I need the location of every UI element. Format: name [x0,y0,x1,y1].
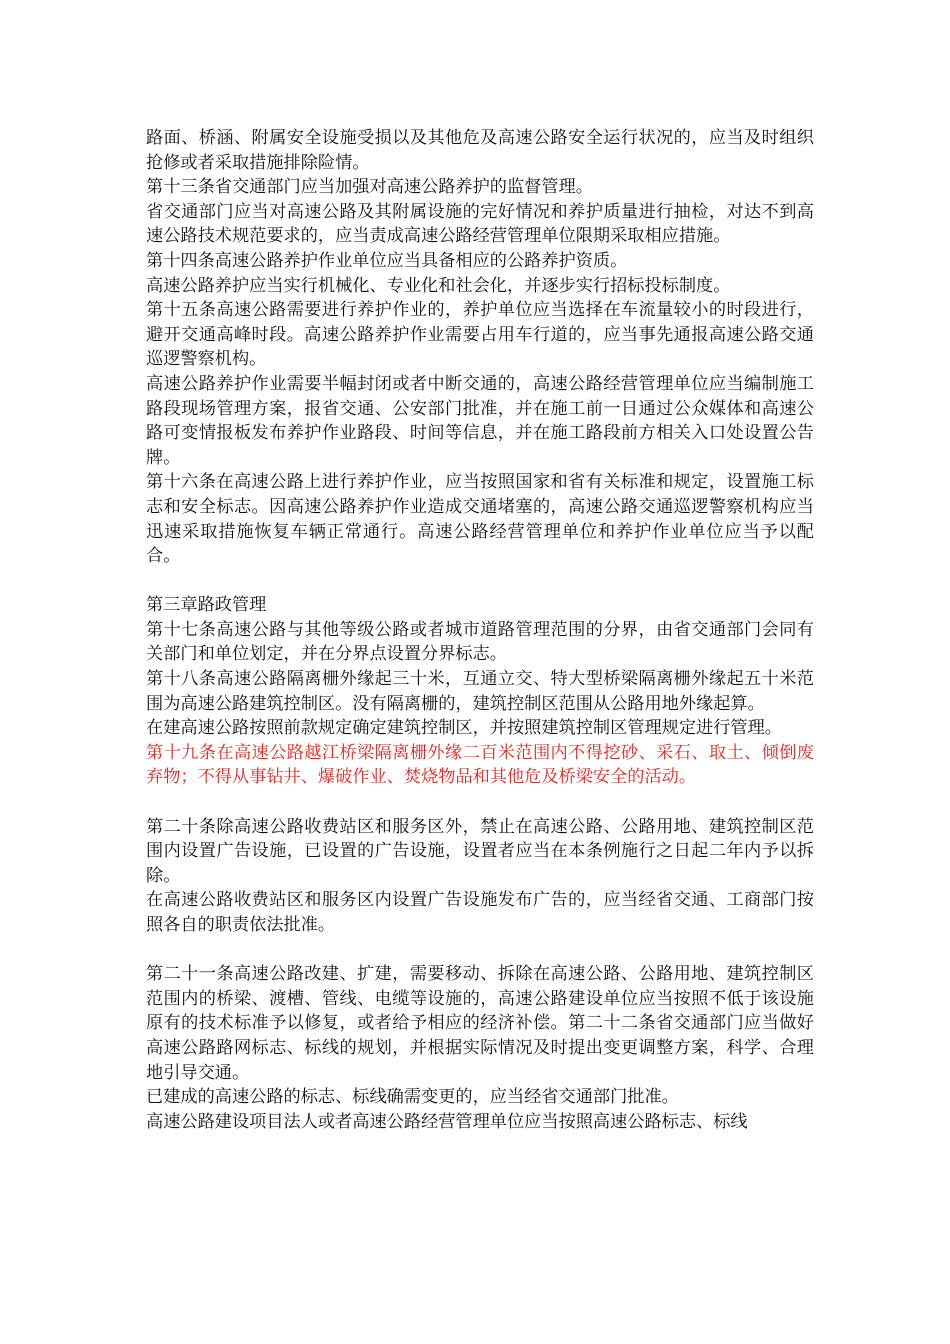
article-14-mechanization: 高速公路养护应当实行机械化、专业化和社会化，并逐步实行招标投标制度。 [146,275,731,296]
article-20-approval: 在高速公路收费站区和服务区内设置广告设施发布广告的，应当经省交通、工商部门按照各自的职责依法批准。 [146,890,814,935]
article-18-construction: 在建高速公路按照前款规定确定建筑控制区，并按照建筑控制区管理规定进行管理。 [146,718,782,739]
article-14: 第十四条高速公路养护作业单位应当具备相应的公路养护资质。 [146,250,628,271]
paragraph-road-repair: 路面、桥涵、附属安全设施受损以及其他危及高速公路安全运行状况的，应当及时组织抢修或者采取措施排除险情。 [146,128,814,173]
article-13-inspection: 省交通部门应当对高速公路及其附属设施的完好情况和养护质量进行抽检，对达不到高速公路技术规范要求的，应当责成高速公路经营管理单位限期采取相应措施。 [146,201,814,247]
article-22-project: 高速公路建设项目法人或者高速公路经营管理单位应当按照高速公路标志、标线 [146,1111,748,1132]
article-13: 第十三条省交通部门应当加强对高速公路养护的监督管理。 [146,177,593,198]
chapter-3-heading: 第三章路政管理 [146,595,267,616]
article-16: 第十六条在高速公路上进行养护作业，应当按照国家和省有关标准和规定，设置施工标志和安全标志。因高速公路养护作业造成交通堵塞的，高速公路交通巡逻警察机构应当迅速采取措施恢复车辆正常通行。高速公路经营管理单位和养护作业单位应当予以配合。 [146,472,814,567]
article-18: 第十八条高速公路隔离栅外缘起三十米，互通立交、特大型桥梁隔离栅外缘起五十米范围为高速公路建筑控制区。没有隔离栅的，建筑控制区范围从公路用地外缘起算。 [146,669,814,714]
article-22-change: 已建成的高速公路的标志、标线确需变更的，应当经省交通部门批准。 [146,1087,679,1108]
article-15-closure: 高速公路养护作业需要半幅封闭或者中断交通的，高速公路经营管理单位应当编制施工路段现场管理方案，报省交通、公安部门批准，并在施工前一日通过公众媒体和高速公路可变情报板发布养护作业路段、时间等信息，并在施工路段前方相关入口处设置公告牌。 [146,373,814,468]
blank-line [146,938,814,963]
article-19-highlighted: 第十九条在高速公路越江桥梁隔离栅外缘二百米范围内不得挖砂、采石、取土、倾倒废弃物；不得从事钻井、爆破作业、焚烧物品和其他危及桥梁安全的活动。 [146,742,814,788]
document-page [146,126,814,1134]
article-15: 第十五条高速公路需要进行养护作业的，养护单位应当选择在车流量较小的时段进行，避开交通高峰时段。高速公路养护作业需要占用车行道的，应当事先通报高速公路交通巡逻警察机构。 [146,300,814,370]
article-17: 第十七条高速公路与其他等级公路或者城市道路管理范围的分界，由省交通部门会同有关部门和单位划定，并在分界点设置分界标志。 [146,619,814,665]
article-20: 第二十条除高速公路收费站区和服务区外，禁止在高速公路、公路用地、建筑控制区范围内设置广告设施，已设置的广告设施，设置者应当在本条例施行之日起二年内予以拆除。 [146,816,814,886]
article-21-22: 第二十一条高速公路改建、扩建，需要移动、拆除在高速公路、公路用地、建筑控制区范围内的桥梁、渡槽、管线、电缆等设施的，高速公路建设单位应当按照不低于该设施原有的技术标准予以修复，或者给予相应的经济补偿。第二十二条省交通部门应当做好高速公路路网标志、标线的规划，并根据实际情况及时提出变更调整方案，科学、合理地引导交通。 [146,964,814,1083]
blank-line [146,569,814,594]
blank-line [146,790,814,815]
